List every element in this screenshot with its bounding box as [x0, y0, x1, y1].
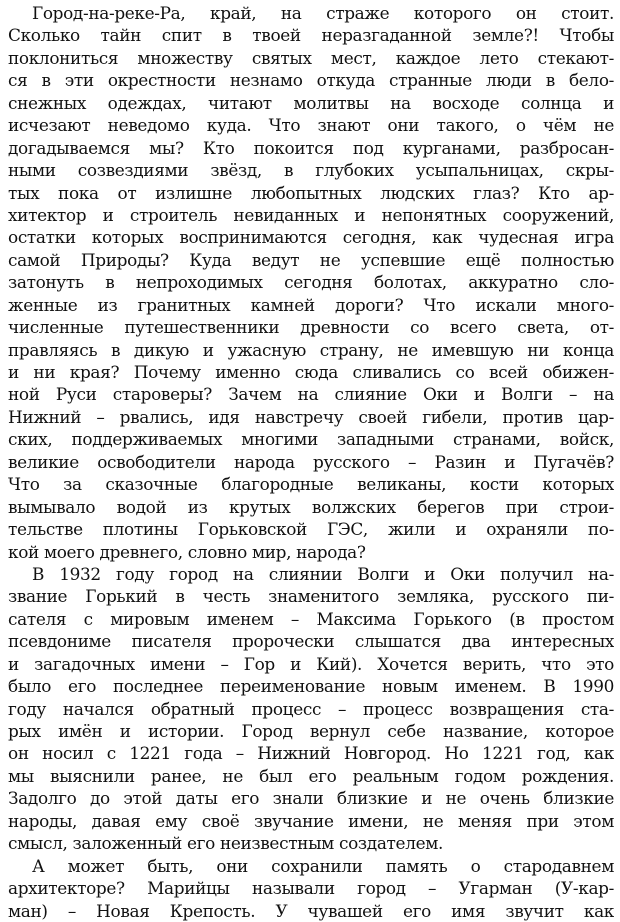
- text-line: вымывало водой из крутых волжских берегов при строи-: [8, 496, 614, 517]
- text-line: самой Природы? Куда ведут не успевшие ещё полностью: [8, 249, 614, 270]
- text-line: году начался обратный процесс – процесс возвращения ста-: [8, 698, 614, 719]
- text-line: догадываемся мы? Кто покоится под курганами, разбросан-: [8, 137, 614, 158]
- text-line: остатки которых воспринимаются сегодня, как чудесная игра: [8, 227, 614, 248]
- paragraph-1: [8, 2, 614, 563]
- paragraph-2: [8, 563, 614, 855]
- text-line: Задолго до этой даты его знали близкие и не очень близкие: [8, 788, 614, 809]
- text-line: А может быть, они сохранили память о стародавнем: [32, 855, 614, 876]
- text-line: великие освободители народа русского – Разин и Пугачёв?: [8, 451, 614, 472]
- paragraph-3: [8, 855, 614, 922]
- text-line: мы выяснили ранее, не был его реальным годом рождения.: [8, 765, 614, 786]
- text-line: архитекторе? Марийцы называли город – Угарман (У-кар-: [8, 878, 614, 899]
- text-line: и ни края? Почему именно сюда сливались со всей обижен-: [8, 362, 614, 382]
- text-line: ских, поддерживаемых многими западными странами, войск,: [8, 429, 614, 450]
- text-line: женные из гранитных камней дороги? Что искали много-: [8, 294, 614, 315]
- text-line: ной Руси староверы? Зачем на слияние Оки и Волги – на: [8, 384, 614, 405]
- text-line: ными созвездиями звёзд, в глубоких усыпальницах, скры-: [8, 160, 614, 181]
- text-line: звание Горький в честь знаменитого земляка, русского пи-: [8, 586, 614, 607]
- text-line: смысл, заложенный его неизвестным создателем.: [8, 833, 444, 854]
- text-line: Нижний – рвались, идя навстречу своей гибели, против цар-: [8, 406, 614, 427]
- text-line: Что за сказочные благородные великаны, кости которых: [8, 474, 614, 495]
- text-line: поклониться множеству святых мест, каждое лето стекают-: [8, 47, 614, 68]
- text-line: В 1932 году город на слиянии Волги и Оки получил на-: [32, 563, 614, 584]
- text-line: он носил с 1221 года – Нижний Новгород. Но 1221 год, как: [8, 743, 614, 764]
- text-line: псевдониме писателя пророчески слышатся два интересных: [8, 631, 614, 652]
- text-line: сателя с мировым именем – Максима Горького (в простом: [8, 608, 614, 629]
- text-line: снежных одеждах, читают молитвы на восходе солнца и: [8, 92, 614, 113]
- text-line: исчезают неведомо куда. Что знают они такого, о чём не: [8, 115, 614, 136]
- text-line: ся в эти окрестности незнамо откуда странные люди в бело-: [8, 70, 614, 91]
- text-line: кой моего древнего, словно мир, народа?: [8, 541, 366, 562]
- text-line: Сколько тайн спит в твоей неразгаданной земле?! Чтобы: [8, 25, 614, 46]
- text-line: затонуть в непроходимых сегодня болотах, аккуратно сло-: [8, 272, 614, 293]
- text-line: народы, давая ему своё звучание имени, не меняя при этом: [8, 810, 614, 831]
- text-line: и загадочных имени – Гор и Кий). Хочется верить, что это: [8, 653, 614, 674]
- text-line: правляясь в дикую и ужасную страну, не имевшую ни конца: [8, 339, 614, 360]
- text-line: Город-на-реке-Ра, край, на страже которого он стоит.: [32, 3, 614, 23]
- text-line: численные путешественники древности со всего света, от-: [8, 317, 614, 338]
- text-line: тельстве плотины Горьковской ГЭС, жили и охраняли по-: [8, 519, 614, 540]
- text-line: рых имён и истории. Город вернул себе название, которое: [8, 721, 614, 741]
- text-line: хитектор и строитель невиданных и непонятных сооружений,: [8, 204, 614, 225]
- text-line: тых пока от излишне любопытных людских глаз? Кто ар-: [8, 182, 614, 203]
- text-line: было его последнее переименование новым именем. В 1990: [8, 676, 614, 697]
- text-line: ман) – Новая Крепость. У чувашей его имя звучит как: [8, 900, 614, 921]
